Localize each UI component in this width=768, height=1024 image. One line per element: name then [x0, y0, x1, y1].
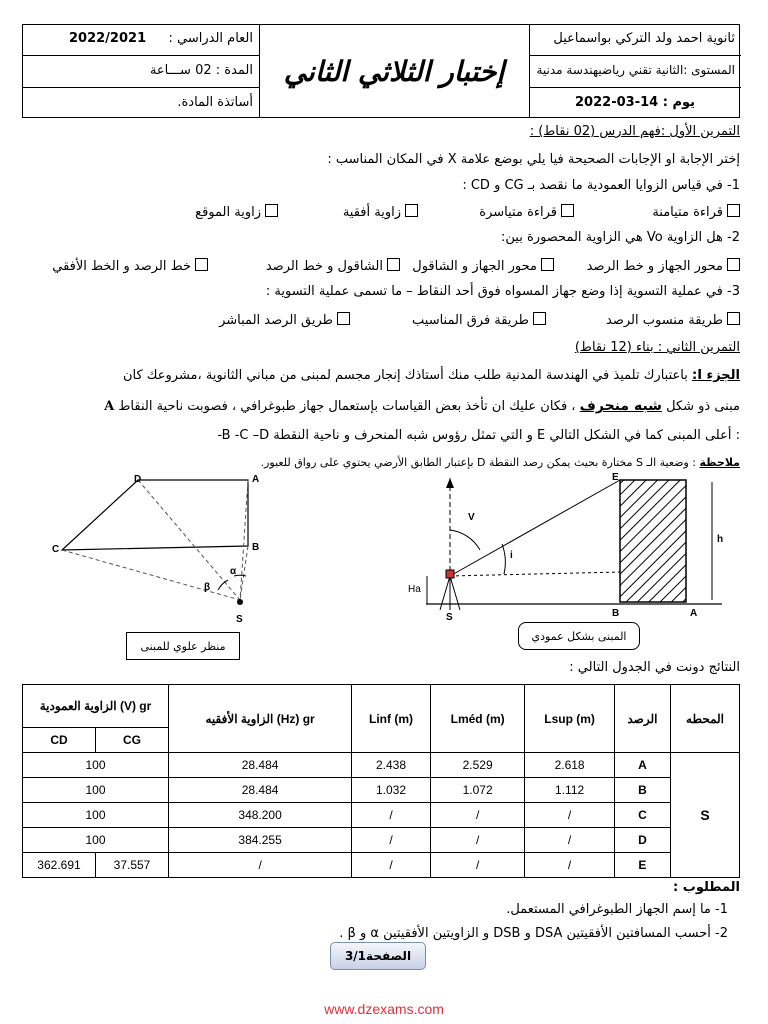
- cell-linf: 2.438: [352, 753, 431, 778]
- angle-beta: β: [204, 582, 211, 593]
- plan-caption: منظر علوي للمبنى: [126, 632, 240, 660]
- cell-cd: 362.691: [23, 853, 96, 878]
- cell-lmed: /: [430, 803, 525, 828]
- q2-option-2[interactable]: محور الجهاز و الشاقول: [412, 258, 554, 274]
- checkbox[interactable]: [195, 258, 208, 271]
- cell-hz: 28.484: [169, 753, 352, 778]
- height-h: h: [717, 534, 724, 545]
- exercise1-instruction: إختر الإجابة او الإجابات الصحيحة فيا يلي بوضع علامة X في المكان المناسب :: [327, 152, 740, 167]
- results-table: [22, 684, 740, 878]
- checkbox[interactable]: [727, 258, 740, 271]
- th-linf: Linf (m): [352, 685, 431, 753]
- required-item-1: 1- ما إسم الجهاز الطبوغرافي المستعمل.: [506, 902, 728, 917]
- school-year: [23, 31, 259, 46]
- q2-text: 2- هل الزاوية Vo هي الزاوية المحصورة بين:: [501, 230, 740, 245]
- line2-a: مبنى ذو شكل: [666, 399, 740, 414]
- exercise1-title: التمرين الأول :فهم الدرس (02 نقاط) :: [529, 124, 740, 139]
- table-row: [23, 853, 740, 878]
- note: [261, 456, 740, 469]
- cell-linf: /: [352, 803, 431, 828]
- elevation-caption: المبنى بشكل عمودي: [518, 622, 640, 650]
- q3-text: 3- في عملية التسوية إذا وضع جهاز المسواه فوق أحد النقاط – ما تسمى عملية التسوية :: [265, 284, 740, 299]
- required-item-2: 2- أحسب المسافتين الأفقيتين DSA و DSB و الزاويتين الأفقيتين α و β .: [339, 926, 728, 941]
- cell-v: 100: [23, 828, 169, 853]
- table-row: [23, 828, 740, 853]
- q3-option-3[interactable]: طريق الرصد المباشر: [219, 312, 350, 328]
- cell-point: D: [614, 828, 670, 853]
- cell-v: 100: [23, 778, 169, 803]
- th-point: الرصد: [614, 685, 670, 753]
- part-label: الجزء I:: [691, 368, 740, 383]
- cell-linf: /: [352, 853, 431, 878]
- year-label: العام الدراسي :: [168, 31, 253, 46]
- label-D: D: [134, 474, 142, 485]
- angle-i: i: [510, 550, 513, 561]
- label-C: C: [52, 544, 60, 555]
- q1-text: 1- في قياس الزوايا العمودية ما نقصد بـ CG و CD :: [462, 178, 740, 193]
- level: المستوى :الثانية تقني رياضيهندسة مدنية: [536, 63, 735, 77]
- th-vertical-angle: الزاوية العمودية (V) gr: [23, 685, 169, 728]
- cell-point: B: [614, 778, 670, 803]
- cell-v: 100: [23, 803, 169, 828]
- q3-option-1[interactable]: طريقة منسوب الرصد: [606, 312, 740, 328]
- page-number: الصفحة3/1: [330, 942, 426, 970]
- cell-point: E: [614, 853, 670, 878]
- q3-option-2[interactable]: طريقة فرق المناسيب: [412, 312, 546, 328]
- results-intro: النتائج دونت في الجدول التالي :: [569, 660, 740, 675]
- checkbox[interactable]: [387, 258, 400, 271]
- exercise2-line1-text: باعتبارك تلميذ في الهندسة المدنية طلب منك أستاذك إنجار مجسم لمبنى من مباني الثانوية ،مشروعك كان: [122, 368, 688, 383]
- label-B: B: [252, 542, 260, 553]
- checkbox[interactable]: [727, 204, 740, 217]
- cell-lmed: 1.072: [430, 778, 525, 803]
- exam-header: [22, 24, 740, 118]
- checkbox[interactable]: [533, 312, 546, 325]
- q2-option-4[interactable]: خط الرصد و الخط الأفقي: [52, 258, 208, 274]
- checkbox[interactable]: [405, 204, 418, 217]
- q2-option-1[interactable]: محور الجهاز و خط الرصد: [587, 258, 740, 274]
- cell-lmed: 2.529: [430, 753, 525, 778]
- label-E: E: [612, 472, 619, 483]
- label-A-elev: A: [690, 608, 698, 619]
- q1-option-4[interactable]: زاوية الموقع: [195, 204, 278, 220]
- cell-lsup: 1.112: [525, 778, 614, 803]
- cell-linf: /: [352, 828, 431, 853]
- exercise2-line1: [123, 368, 740, 383]
- th-cg: CG: [96, 728, 169, 753]
- website-link[interactable]: www.dzexams.com: [324, 1001, 444, 1017]
- th-lsup: Lsup (m): [525, 685, 614, 753]
- q2-option-3[interactable]: الشاقول و خط الرصد: [266, 258, 400, 274]
- note-text: : وضعية الـ S مختارة بحيث يمكن رصد النقطة D بإعتبار الطابق الأرضي يحتوي على رواق للعبور.: [260, 456, 697, 469]
- label-S: S: [236, 614, 243, 625]
- angle-alpha: α: [230, 566, 237, 577]
- th-cd: CD: [23, 728, 96, 753]
- line2-shape: شبه منحرف: [579, 398, 662, 414]
- line2-point: A: [104, 399, 115, 414]
- line2-c: ، فكان عليك ان تأخذ بعض القياسات بإستعمال جهاز طبوغرافي ، فصوبت ناحية النقاط: [118, 399, 576, 414]
- cell-hz: 384.255: [169, 828, 352, 853]
- label-S-elev: S: [446, 612, 453, 623]
- school-name: ثانوية احمد ولد التركي بواسماعيل: [553, 31, 735, 46]
- cell-lsup: /: [525, 853, 614, 878]
- table-row: [23, 778, 740, 803]
- checkbox[interactable]: [727, 312, 740, 325]
- label-B-elev: B: [612, 608, 620, 619]
- year-value: 2022/2021: [69, 31, 147, 46]
- q1-option-2[interactable]: قراءة متياسرة: [479, 204, 574, 220]
- checkbox[interactable]: [265, 204, 278, 217]
- checkbox[interactable]: [337, 312, 350, 325]
- cell-linf: 1.032: [352, 778, 431, 803]
- cell-hz: 28.484: [169, 778, 352, 803]
- cell-point: C: [614, 803, 670, 828]
- instrument-height: Ha: [408, 584, 421, 595]
- exam-date: يوم : 14-03-2022: [575, 95, 695, 110]
- teachers: أساتذة المادة.: [177, 95, 253, 110]
- checkbox[interactable]: [561, 204, 574, 217]
- exercise2-line3: -B -C –D و التي تمثل رؤوس شبه المنحرف و ناحية النقطة E أعلى المبنى كما في الشكل التالي :: [217, 428, 740, 443]
- cell-lmed: /: [430, 853, 525, 878]
- th-hz: الزاوية الأفقيه (Hz) gr: [169, 685, 352, 753]
- cell-station: S: [671, 753, 740, 878]
- table-row: [23, 803, 740, 828]
- cell-lsup: /: [525, 803, 614, 828]
- cell-v: 100: [23, 753, 169, 778]
- required-title: المطلوب :: [673, 880, 740, 895]
- cell-cg: 37.557: [96, 853, 169, 878]
- cell-point: A: [614, 753, 670, 778]
- label-A: A: [252, 474, 260, 485]
- q1-option-3[interactable]: زاوية أفقية: [343, 204, 418, 220]
- cell-hz: 348.200: [169, 803, 352, 828]
- duration: المدة : 02 ســـاعة: [149, 63, 253, 78]
- table-row: [23, 753, 740, 778]
- checkbox[interactable]: [541, 258, 554, 271]
- cell-lsup: /: [525, 828, 614, 853]
- exam-title: إختبار الثلاثي الثاني: [283, 54, 505, 88]
- elevation-view: [408, 472, 723, 623]
- q1-option-1[interactable]: قراءة متيامنة: [652, 204, 740, 220]
- cell-lsup: 2.618: [525, 753, 614, 778]
- cell-lmed: /: [430, 828, 525, 853]
- exercise2-line2: [104, 398, 740, 414]
- angle-V: V: [468, 512, 475, 523]
- exercise2-title: التمرين الثاني : بناء (12 نقاط): [574, 340, 740, 355]
- note-label: ملاحظة: [699, 456, 740, 469]
- plan-view: [52, 474, 259, 625]
- th-lmed: Lméd (m): [430, 685, 525, 753]
- cell-hz: /: [169, 853, 352, 878]
- th-station: المحطه: [671, 685, 740, 753]
